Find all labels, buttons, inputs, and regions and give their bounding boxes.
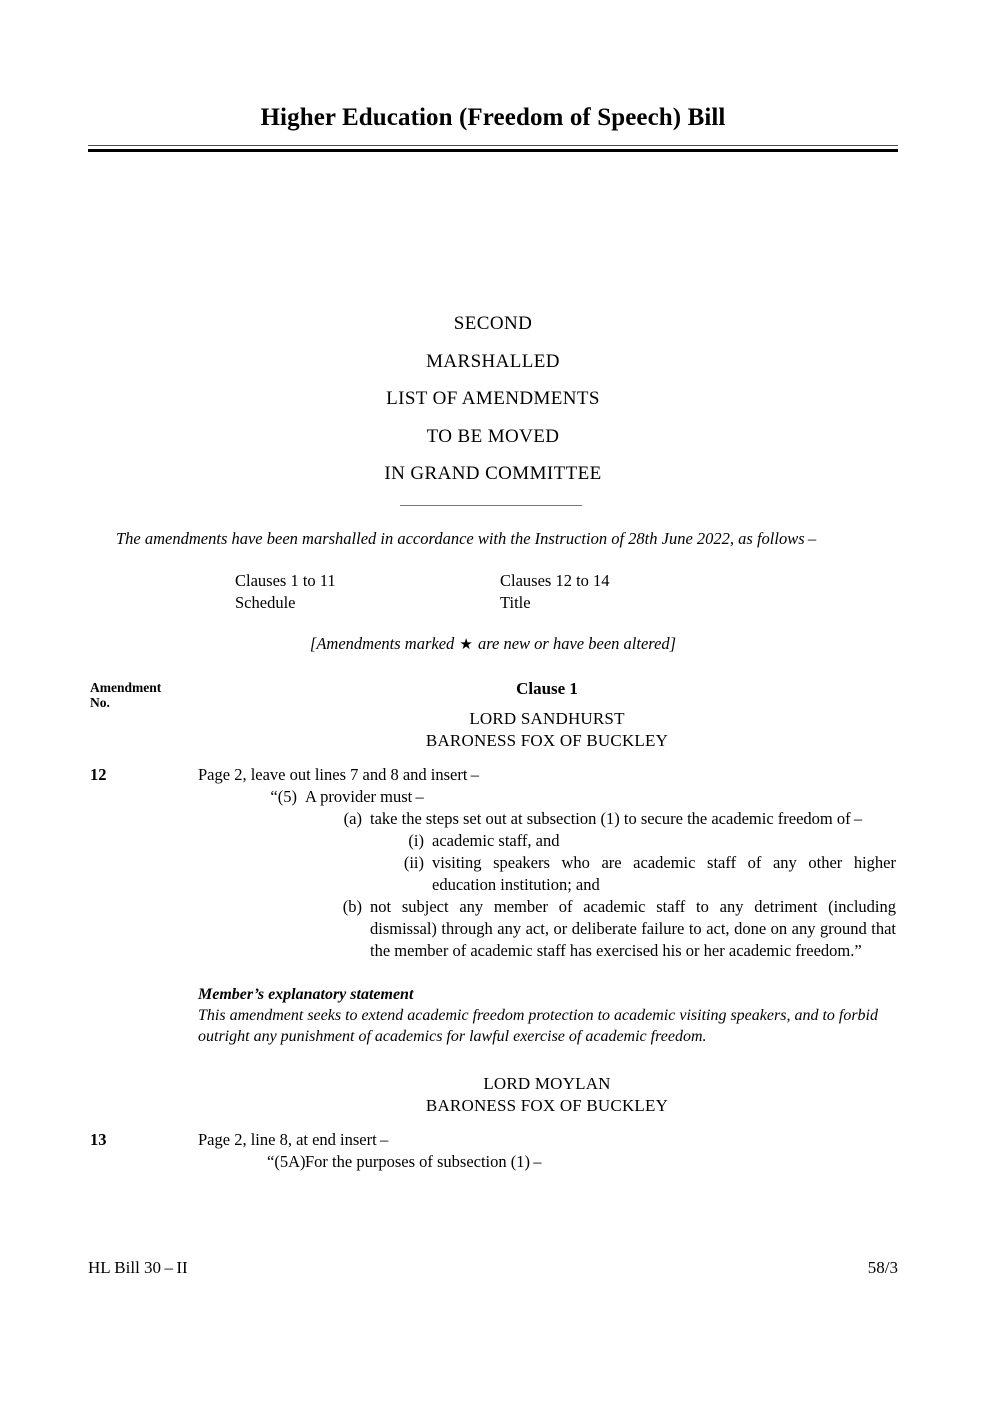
- text-para-b: not subject any member of academic staff to any detriment (including dismissal) through any act, or deliberate failure to act, done on any ground that the member of academic staff has exercised his or her academic freedom.”: [370, 897, 896, 960]
- star-icon: ★: [459, 637, 473, 653]
- amendment-13-subsection-5a: [198, 1151, 896, 1173]
- marker-sub-5a: “(5A): [267, 1152, 306, 1171]
- amendment-label-line2: No.: [90, 695, 110, 710]
- clause-range-title: Title: [500, 593, 531, 612]
- amendment-12-subsection-5: [198, 786, 896, 808]
- star-note-text-after: are new or have been altered: [473, 634, 670, 653]
- marshalled-list-heading: [88, 305, 898, 493]
- clause-column-left: [235, 570, 500, 614]
- heading-line-marshalled: MARSHALLED: [426, 350, 560, 372]
- text-item-ii: visiting speakers who are academic staff of any other higher education institution; and: [432, 853, 896, 894]
- text-sub-5: A provider must –: [305, 787, 424, 806]
- sponsors-group-1: [198, 708, 896, 752]
- text-item-i: academic staff, and: [432, 831, 560, 850]
- text-para-a: take the steps set out at subsection (1) to secure the academic freedom of –: [370, 809, 863, 828]
- page-footer: [88, 1258, 898, 1278]
- text-sub-5a: For the purposes of subsection (1) –: [305, 1152, 542, 1171]
- clause-range-schedule: Schedule: [235, 593, 296, 612]
- clause-range-clauses-12-to-14: Clauses 12 to 14: [500, 571, 610, 590]
- amendment-13: [90, 1129, 896, 1173]
- clause-column-right: [500, 570, 760, 614]
- sponsor-lord-moylan: LORD MOYLAN: [483, 1074, 611, 1093]
- amendment-12: [90, 764, 896, 1047]
- clause-range-columns: [235, 570, 775, 614]
- amendment-12-number: 12: [90, 765, 107, 784]
- starred-amendments-note: [88, 634, 898, 654]
- marker-para-b: (b): [342, 897, 362, 916]
- amendment-12-item-ii: [198, 852, 896, 896]
- amendment-12-explanatory-statement: [198, 984, 896, 1047]
- amendment-13-number: 13: [90, 1130, 107, 1149]
- explanatory-statement-body: This amendment seeks to extend academic freedom protection to academic visiting speakers, and to forbid outright any punishment of academics for lawful exercise of academic freedom.: [198, 1007, 878, 1045]
- instruction-paragraph: The amendments have been marshalled in accordance with the Instruction of 28th June 2022, as follows –: [116, 529, 817, 548]
- amendment-12-paragraph-b: [198, 896, 896, 962]
- star-note-open-bracket: [: [309, 634, 317, 653]
- title-double-rule: [88, 145, 898, 152]
- amendment-12-paragraph-a: [198, 808, 896, 830]
- footer-bill-reference: HL Bill 30 – II: [88, 1258, 188, 1277]
- marker-item-ii: (ii): [403, 853, 424, 872]
- amendment-13-lead-text: Page 2, line 8, at end insert –: [198, 1130, 389, 1149]
- marker-sub-5: “(5): [270, 787, 297, 806]
- marker-item-i: (i): [408, 831, 424, 850]
- amendment-12-lead-text: Page 2, leave out lines 7 and 8 and insert –: [198, 765, 479, 784]
- amendment-12-item-i: [198, 830, 896, 852]
- sponsors-group-2: [198, 1073, 896, 1117]
- explanatory-statement-title: Member’s explanatory statement: [198, 986, 414, 1003]
- amendment-label-line1: Amendment: [90, 680, 162, 695]
- star-note-text-before: Amendments marked: [316, 634, 459, 653]
- sponsor-baroness-fox-of-buckley-2: BARONESS FOX OF BUCKLEY: [425, 1096, 669, 1115]
- marker-para-a: (a): [343, 809, 362, 828]
- amendments-body-column: [90, 678, 896, 1173]
- page-title: Higher Education (Freedom of Speech) Bill: [260, 104, 726, 131]
- star-note-close-bracket: ]: [669, 634, 677, 653]
- clause-range-clauses-1-to-11: Clauses 1 to 11: [235, 571, 336, 590]
- heading-line-to-be-moved: TO BE MOVED: [426, 425, 560, 447]
- heading-line-list-of-amendments: LIST OF AMENDMENTS: [386, 388, 600, 409]
- heading-line-second: SECOND: [453, 313, 533, 334]
- section-divider-rule: [400, 505, 582, 506]
- sponsor-lord-sandhurst: LORD SANDHURST: [469, 709, 625, 728]
- heading-line-in-grand-committee: IN GRAND COMMITTEE: [384, 463, 602, 484]
- footer-page-number: 58/3: [867, 1258, 898, 1277]
- sponsor-baroness-fox-of-buckley: BARONESS FOX OF BUCKLEY: [425, 731, 669, 750]
- clause-heading: Clause 1: [516, 679, 578, 698]
- title-rule-thick: [88, 149, 898, 152]
- amendment-number-column-label: [90, 680, 210, 710]
